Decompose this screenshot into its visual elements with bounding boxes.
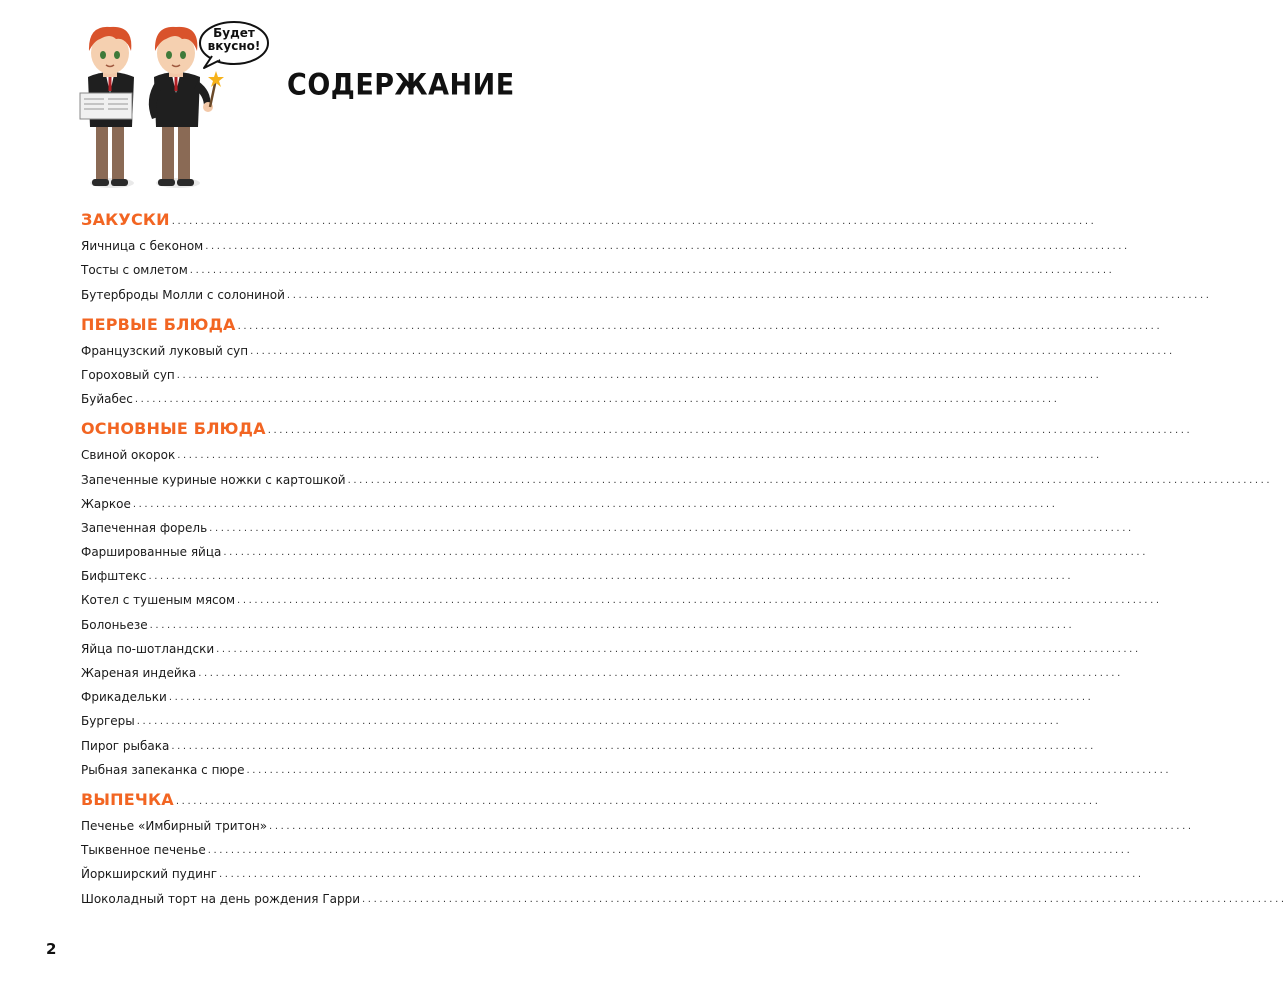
toc-entry[interactable] [81, 559, 1074, 584]
toc-entry-title: Жареная индейка [81, 666, 197, 680]
toc-entry[interactable] [81, 632, 1141, 656]
toc-entry-title: Фрикадельки [81, 690, 167, 705]
page-title: СОДЕРЖАНИЕ [287, 68, 515, 103]
table-of-contents [81, 203, 1287, 912]
dot-leader: ................................................................................................................................................................ [250, 345, 1175, 357]
toc-entry-title: Французский луковый суп [81, 343, 249, 358]
dot-leader: ................................................................................................................................................................ [267, 425, 1193, 437]
toc-entry[interactable] [81, 277, 1212, 302]
section-title: ВЫПЕЧКА [81, 789, 174, 809]
speech-bubble-text [200, 27, 268, 53]
dot-leader: ................................................................................................................................................................ [362, 893, 1287, 905]
toc-entry[interactable] [81, 511, 1134, 535]
toc-entry-title: Жаркое [81, 496, 131, 511]
dot-leader: ................................................................................................................................................................ [209, 522, 1134, 534]
section-title: ПЕРВЫЕ БЛЮДА [81, 314, 236, 334]
toc-entry-title: Свиной окорок [81, 448, 176, 463]
speech-bubble-line-2: вкусно! [207, 39, 261, 53]
dot-leader: ................................................................................................................................................................ [149, 619, 1075, 631]
dot-leader: ................................................................................................................................................................ [175, 795, 1101, 807]
dot-leader: ................................................................................................................................................................ [134, 394, 1060, 406]
dot-leader: ................................................................................................................................................................ [216, 643, 1141, 655]
toc-entry-title: Запеченная форель [81, 520, 208, 535]
toc-entry[interactable] [81, 728, 1096, 753]
toc-entry[interactable] [81, 881, 1287, 906]
toc-entry[interactable] [81, 229, 1130, 254]
toc-entry[interactable] [81, 334, 1175, 358]
toc-entry-title: Тыквенное печенье [81, 843, 206, 858]
speech-bubble-line-1: Будет [213, 26, 255, 40]
toc-entry[interactable] [81, 753, 1172, 777]
toc-entry[interactable] [81, 535, 1148, 560]
toc-entry[interactable] [81, 704, 1062, 729]
toc-entry-title: Йоркширский пудинг [81, 867, 218, 882]
toc-entry-title: Пирог рыбака [81, 738, 170, 753]
toc-entry-title: Тосты с омлетом [81, 263, 188, 278]
toc-entry-title: Бутерброды Молли с солониной [81, 287, 285, 302]
toc-entry-title: Запеченные куриные ножки с картошкой [81, 472, 346, 487]
toc-section-heading[interactable] [81, 783, 1101, 809]
toc-entry[interactable] [81, 462, 1273, 487]
dot-leader: ................................................................................................................................................................ [207, 845, 1133, 857]
toc-entry-title: Котел с тушеным мясом [81, 593, 236, 608]
dot-leader: ................................................................................................................................................................ [269, 820, 1194, 832]
twin-left-figure [80, 27, 134, 188]
toc-section-heading[interactable] [81, 412, 1193, 439]
toc-entry-title: Фаршированные яйца [81, 545, 222, 560]
toc-section-heading[interactable] [81, 308, 1163, 334]
dot-leader: ................................................................................................................................................................ [237, 595, 1162, 607]
toc-entry[interactable] [81, 583, 1162, 608]
toc-entry-title: Бифштекс [81, 569, 147, 584]
toc-entry[interactable] [81, 487, 1058, 511]
toc-entry-title: Шоколадный торт на день рождения Гарри [81, 891, 361, 906]
section-title: ОСНОВНЫЕ БЛЮДА [81, 419, 266, 439]
toc-section-heading[interactable] [81, 203, 1097, 229]
toc-entry-title: Печенье «Имбирный тритон» [81, 818, 268, 833]
dot-leader: ................................................................................................................................................................ [132, 498, 1058, 510]
dot-leader: ................................................................................................................................................................ [168, 692, 1094, 704]
toc-entry[interactable] [81, 809, 1194, 833]
dot-leader: ................................................................................................................................................................ [171, 216, 1097, 227]
dot-leader: ................................................................................................................................................................ [237, 320, 1163, 332]
toc-entry-title: Буйабес [81, 392, 133, 407]
toc-entry[interactable] [81, 253, 1115, 278]
toc-entry[interactable] [81, 857, 1144, 882]
dot-leader: ................................................................................................................................................................ [136, 716, 1062, 728]
toc-section [81, 203, 1212, 302]
toc-entry[interactable] [81, 358, 1102, 382]
toc-entry[interactable] [81, 656, 1123, 680]
toc-entry[interactable] [81, 607, 1075, 632]
toc-entry[interactable] [81, 833, 1133, 858]
toc-entry-title: Яйца по-шотландски [81, 641, 215, 656]
dot-leader: ................................................................................................................................................................ [176, 369, 1102, 381]
dot-leader: ................................................................................................................................................................ [347, 474, 1273, 486]
toc-section [81, 308, 1175, 407]
dot-leader: ................................................................................................................................................................ [177, 450, 1102, 462]
dot-leader: ................................................................................................................................................................ [219, 869, 1144, 881]
toc-entry-title: Яичница с беконом [81, 239, 204, 254]
dot-leader: ................................................................................................................................................................ [171, 740, 1096, 752]
toc-entry-title: Рыбная запеканка с пюре [81, 762, 245, 777]
toc-entry-title: Бургеры [81, 714, 135, 729]
dot-leader: ................................................................................................................................................................ [286, 289, 1212, 301]
toc-section [81, 412, 1273, 777]
section-title: ЗАКУСКИ [81, 210, 170, 229]
toc-entry-title: Болоньезе [81, 617, 148, 632]
dot-leader: ................................................................................................................................................................ [198, 668, 1123, 679]
dot-leader: ................................................................................................................................................................ [246, 764, 1172, 776]
toc-section [81, 783, 1287, 906]
page-number: 2 [46, 940, 57, 958]
toc-entry[interactable] [81, 382, 1060, 407]
toc-entry-title: Гороховый суп [81, 367, 175, 382]
dot-leader: ................................................................................................................................................................ [148, 571, 1074, 583]
toc-entry[interactable] [81, 438, 1102, 463]
dot-leader: ................................................................................................................................................................ [189, 265, 1115, 277]
toc-entry[interactable] [81, 680, 1094, 705]
dot-leader: ................................................................................................................................................................ [205, 241, 1130, 253]
dot-leader: ................................................................................................................................................................ [223, 547, 1148, 559]
